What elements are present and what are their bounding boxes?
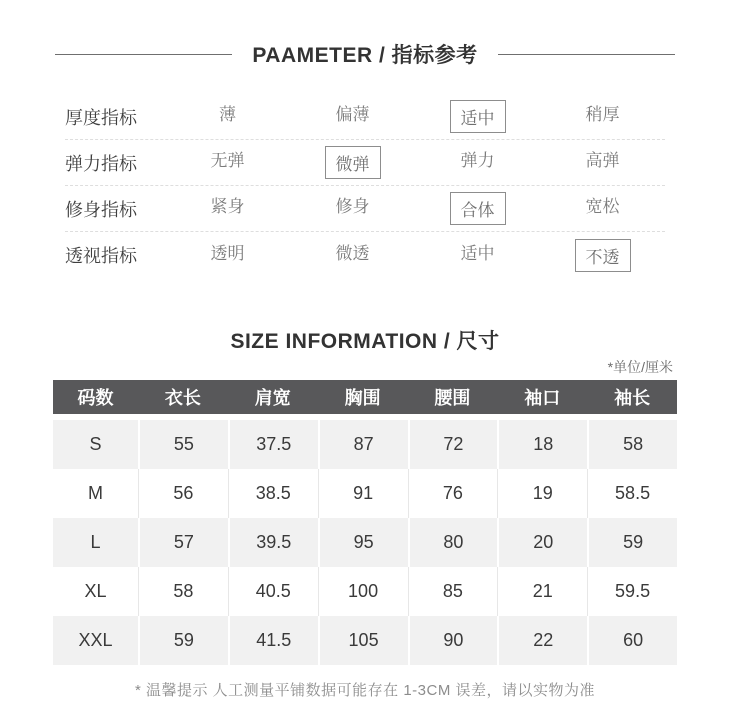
size-table-cell: 85 — [408, 567, 498, 616]
size-table-cell: 59.5 — [587, 567, 677, 616]
parameter-option: 无弹 — [210, 151, 245, 170]
parameter-option: 宽松 — [585, 197, 620, 216]
selected-option-box: 适中 — [450, 100, 506, 133]
size-table-header-cell: 肩宽 — [254, 388, 291, 408]
parameter-option-selected — [415, 100, 540, 133]
parameter-options — [165, 100, 665, 133]
size-table-body — [53, 420, 677, 665]
selected-option-box: 微弹 — [325, 146, 381, 179]
size-table-cell: 80 — [408, 518, 498, 567]
parameter-option: 微透 — [335, 243, 370, 263]
size-table-cell: 56 — [138, 469, 228, 518]
size-table-cell: 60 — [587, 616, 677, 665]
size-table-cell: 41.5 — [228, 616, 318, 665]
selected-option-box: 合体 — [450, 192, 506, 225]
size-table-cell: 95 — [318, 518, 408, 567]
size-table-cell: 59 — [587, 518, 677, 567]
size-table-cell: 55 — [138, 420, 228, 469]
parameter-option-selected — [290, 146, 415, 179]
size-table-cell: L — [90, 532, 101, 552]
size-table-row — [53, 420, 677, 469]
size-table-row — [53, 518, 677, 567]
parameter-row-label: 弹力指标 — [65, 153, 137, 174]
size-table-cell: M — [88, 483, 103, 503]
parameter-row-label: 透视指标 — [65, 246, 137, 266]
size-table-cell: 38.5 — [228, 469, 318, 518]
size-table-cell: 22 — [497, 616, 587, 665]
size-table-cell: 19 — [497, 469, 587, 518]
size-table-cell: 18 — [497, 420, 587, 469]
title-line-right — [498, 54, 675, 55]
size-table-cell: 58 — [138, 567, 228, 616]
size-table-cell: 91 — [318, 469, 408, 518]
parameter-option: 偏薄 — [335, 105, 370, 124]
parameter-option-selected — [540, 239, 665, 272]
size-table-row — [53, 567, 677, 616]
parameter-option: 稍厚 — [585, 105, 620, 124]
size-table-cell: 59 — [138, 616, 228, 665]
parameter-option: 适中 — [460, 243, 495, 263]
size-table-cell: XL — [84, 581, 107, 601]
size-table-cell: 100 — [318, 567, 408, 616]
size-table-header-cell: 胸围 — [344, 388, 381, 408]
parameter-option: 弹力 — [460, 151, 495, 170]
size-table-cell: 105 — [318, 616, 408, 665]
parameter-option-selected — [415, 192, 540, 225]
size-table-cell: 87 — [318, 420, 408, 469]
parameter-options — [165, 146, 665, 179]
unit-note: *单位/厘米 — [607, 359, 673, 375]
size-table-header-cell: 腰围 — [434, 388, 471, 408]
parameter-row — [65, 232, 665, 278]
size-table-cell: 76 — [408, 469, 498, 518]
parameter-option: 薄 — [219, 105, 236, 124]
size-table-cell: 37.5 — [228, 420, 318, 469]
size-table-header-cell: 衣长 — [164, 388, 201, 408]
parameter-option: 修身 — [335, 197, 370, 216]
size-table — [53, 380, 677, 665]
size-table-header-cell: 袖长 — [614, 388, 651, 408]
size-table-cell: 21 — [497, 567, 587, 616]
size-table-header — [53, 380, 677, 414]
size-table-cell: XXL — [78, 630, 113, 650]
parameter-row — [65, 140, 665, 186]
size-table-cell: 39.5 — [228, 518, 318, 567]
footer-note: * 温馨提示 人工测量平铺数据可能存在 1-3CM 误差，请以实物为准 — [134, 682, 596, 699]
parameter-option: 透明 — [210, 243, 245, 263]
size-section-title: SIZE INFORMATION / 尺寸 — [230, 330, 500, 353]
size-table-header-cell: 袖口 — [524, 388, 561, 408]
parameter-row-label: 修身指标 — [65, 199, 137, 220]
title-line-left — [55, 54, 232, 55]
parameter-rows — [65, 94, 665, 278]
size-table-row — [53, 469, 677, 518]
parameter-section-title: PAAMETER / 指标参考 — [252, 44, 478, 67]
size-table-cell: S — [89, 434, 102, 454]
size-table-cell: 40.5 — [228, 567, 318, 616]
size-table-cell: 20 — [497, 518, 587, 567]
parameter-row — [65, 186, 665, 232]
size-table-cell: 58.5 — [587, 469, 677, 518]
parameter-row — [65, 94, 665, 140]
parameter-options — [165, 239, 665, 272]
selected-option-box: 不透 — [575, 239, 631, 272]
parameter-option: 高弹 — [585, 151, 620, 170]
size-table-row — [53, 616, 677, 665]
parameter-options — [165, 192, 665, 225]
size-table-cell: 57 — [138, 518, 228, 567]
size-table-cell: 72 — [408, 420, 498, 469]
parameter-section-title-row — [55, 0, 675, 69]
size-table-cell: 58 — [587, 420, 677, 469]
parameter-option: 紧身 — [210, 197, 245, 216]
size-table-header-cell: 码数 — [77, 388, 114, 408]
parameter-row-label: 厚度指标 — [65, 107, 137, 128]
size-table-cell: 90 — [408, 616, 498, 665]
